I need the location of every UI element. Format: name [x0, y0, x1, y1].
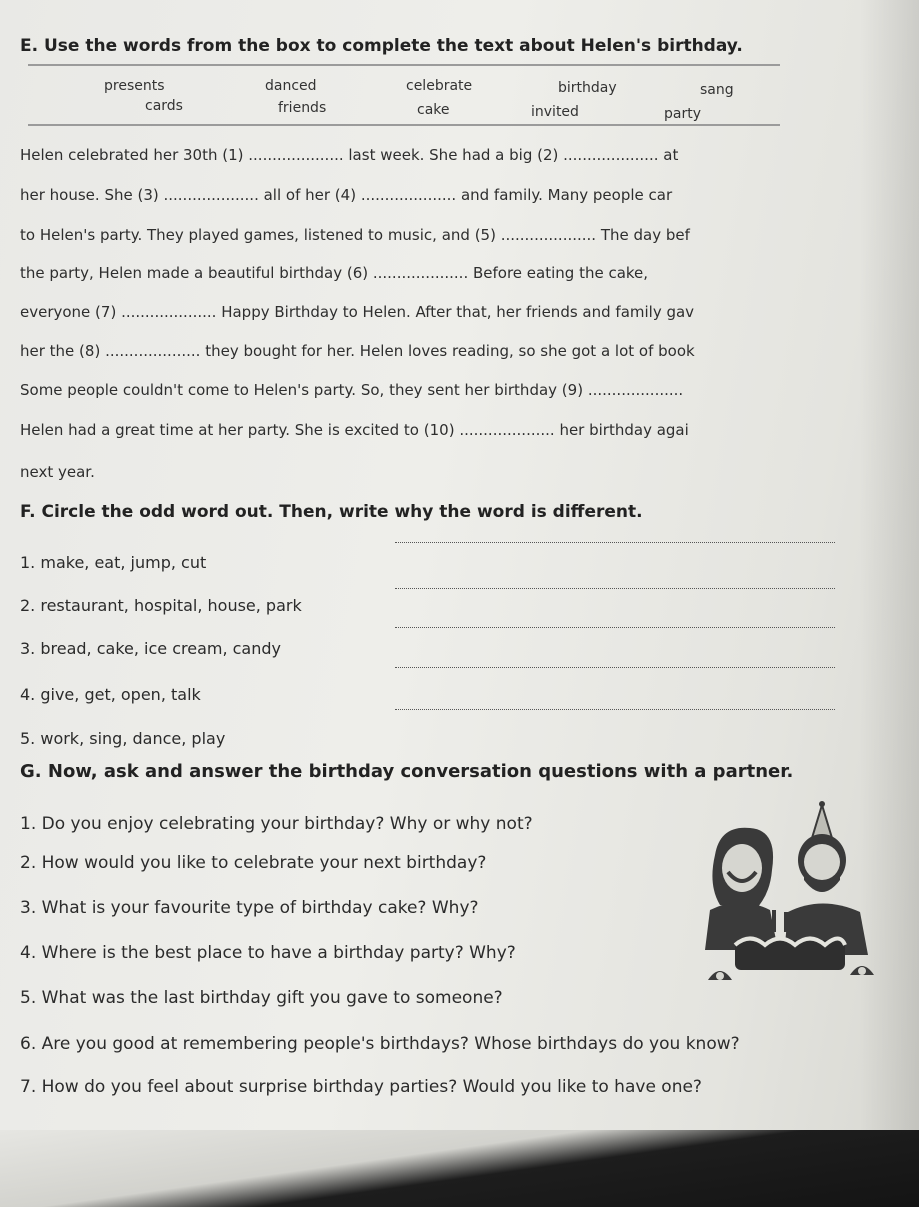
conversation-question: 7. How do you feel about surprise birthday parties? Would you like to have one? [20, 1077, 702, 1097]
word-box-item: invited [531, 104, 579, 120]
conversation-question: 6. Are you good at remembering people's birthdays? Whose birthdays do you know? [20, 1034, 740, 1054]
conversation-question: 5. What was the last birthday gift you gave to someone? [20, 988, 503, 1008]
odd-word-item: 2. restaurant, hospital, house, park [20, 596, 302, 615]
conversation-question: 2. How would you like to celebrate your next birthday? [20, 853, 487, 873]
page-shadow [859, 0, 919, 1207]
answer-line[interactable] [395, 542, 835, 543]
answer-line[interactable] [395, 588, 835, 589]
table-edge-background [0, 1130, 919, 1207]
conversation-question: 3. What is your favourite type of birthday cake? Why? [20, 898, 479, 918]
odd-word-item: 1. make, eat, jump, cut [20, 553, 207, 572]
odd-word-item: 4. give, get, open, talk [20, 685, 201, 704]
word-box-item: birthday [558, 80, 617, 96]
word-box-item: friends [278, 100, 327, 116]
paragraph-line: her the (8) .................... they bought for her. Helen loves reading, so she got a lot of book [20, 342, 695, 360]
word-box-item: party [664, 106, 701, 122]
section-e-title: E. Use the words from the box to complete the text about Helen's birthday. [20, 36, 743, 56]
word-box-item: sang [700, 82, 734, 98]
paragraph-line: Helen celebrated her 30th (1) .................... last week. She had a big (2) .................... at [20, 146, 679, 164]
conversation-question: 4. Where is the best place to have a birthday party? Why? [20, 943, 516, 963]
word-box-item: danced [265, 78, 317, 94]
conversation-question: 1. Do you enjoy celebrating your birthday? Why or why not? [20, 814, 533, 834]
answer-line[interactable] [395, 667, 835, 668]
paragraph-line: to Helen's party. They played games, listened to music, and (5) .................... The day bef [20, 226, 690, 244]
paragraph-line: Helen had a great time at her party. She is excited to (10) .................... her birthday agai [20, 421, 689, 439]
odd-word-item: 5. work, sing, dance, play [20, 729, 226, 748]
answer-line[interactable] [395, 709, 835, 710]
paragraph-line: everyone (7) .................... Happy Birthday to Helen. After that, her friends and family gav [20, 303, 695, 321]
birthday-party-illustration-icon [700, 800, 900, 1000]
paragraph-line: Some people couldn't come to Helen's party. So, they sent her birthday (9) .................... [20, 381, 684, 399]
word-box-item: celebrate [406, 78, 473, 94]
answer-line[interactable] [395, 627, 835, 628]
word-box-item: presents [104, 78, 165, 94]
paragraph-line: next year. [20, 463, 95, 481]
word-box-item: cards [145, 98, 183, 114]
section-f-title: F. Circle the odd word out. Then, write why the word is different. [20, 502, 643, 522]
paragraph-line: her house. She (3) .................... all of her (4) .................... and family. Many people car [20, 186, 673, 204]
word-box [28, 64, 780, 126]
paragraph-line: the party, Helen made a beautiful birthday (6) .................... Before eating the cake, [20, 264, 649, 282]
word-box-item: cake [417, 102, 450, 118]
section-g-title: G. Now, ask and answer the birthday conversation questions with a partner. [20, 761, 794, 782]
odd-word-item: 3. bread, cake, ice cream, candy [20, 639, 281, 658]
